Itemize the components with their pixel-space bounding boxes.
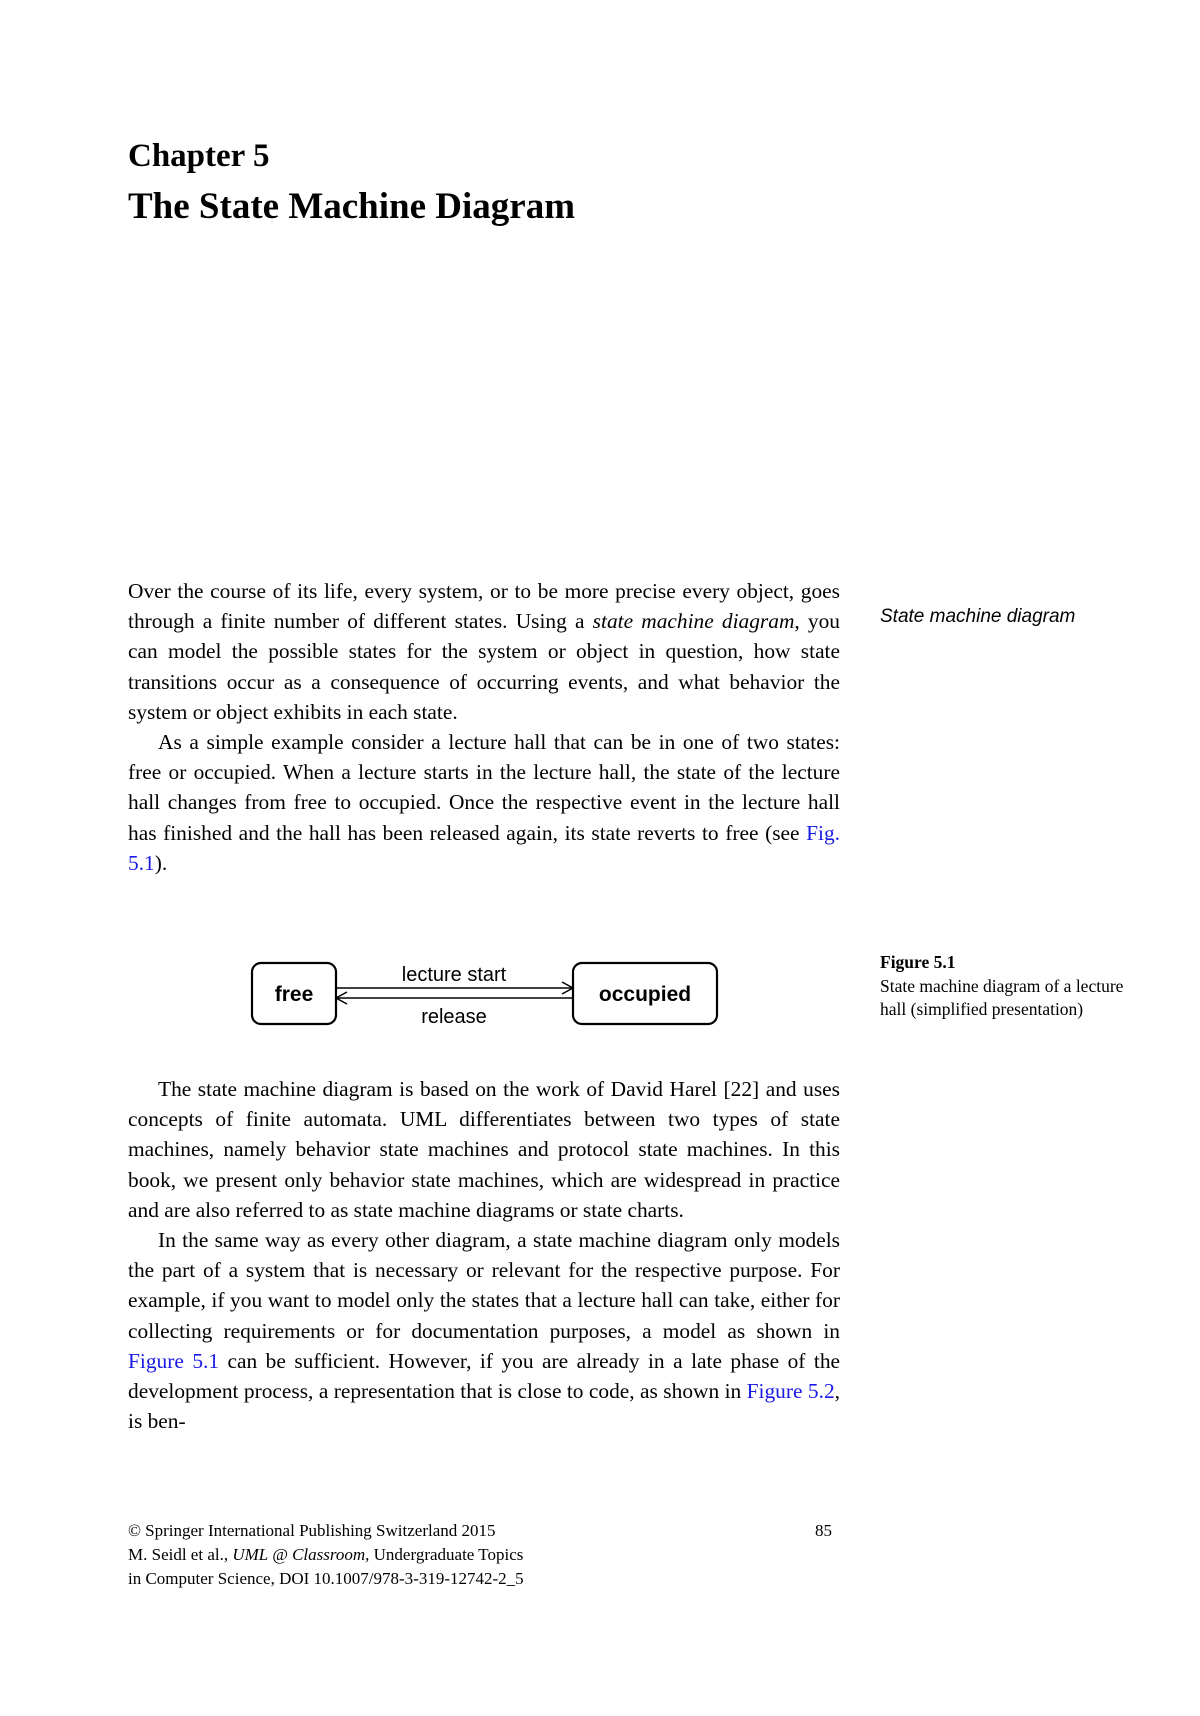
page-number: 85 bbox=[815, 1521, 832, 1540]
transition-forward-label: lecture start bbox=[401, 964, 507, 986]
body-text-continued bbox=[128, 1074, 840, 1436]
term-emphasis: state machine diagram bbox=[592, 609, 795, 634]
footer bbox=[128, 1519, 848, 1591]
figure-caption-text: State machine diagram of a lecture hall (simplified presentation) bbox=[880, 975, 1124, 1019]
paragraph: As a simple example consider a lecture hall that can be in one of two states: free or occupied. When a lecture starts in the lecture hall, the state of the lecture hall changes from free to occupied. Once the respective event in the lecture hall has finished and the hall has been released again, its state reverts to free (see Fig. 5.1). bbox=[128, 730, 840, 875]
figure-link[interactable]: Figure 5.1 bbox=[128, 1348, 220, 1373]
figure-number: Figure 5.1 bbox=[880, 952, 956, 972]
paragraph: Over the course of its life, every system, or to be more precise every object, goes through a finite number of different states. Using a state machine diagram, you can model the possible states for the system or object in question, how state transitions occur as a consequence of occurring events, and what behavior the system or object exhibits in each state. bbox=[128, 579, 841, 724]
state-machine-diagram bbox=[240, 946, 730, 1026]
chapter-label: Chapter 5 bbox=[128, 138, 270, 174]
margin-note: State machine diagram bbox=[880, 606, 1076, 627]
figure-link[interactable]: Fig. 5.1 bbox=[128, 820, 840, 875]
state-free-label: free bbox=[274, 983, 314, 1006]
doi-line: in Computer Science, DOI 10.1007/978-3-319-12742-2_5 bbox=[128, 1569, 524, 1588]
body-text-intro bbox=[128, 576, 840, 878]
chapter-title: The State Machine Diagram bbox=[128, 186, 576, 227]
state-machine-figure bbox=[240, 946, 730, 1026]
figure-caption bbox=[880, 951, 1130, 1022]
state-occupied-label: occupied bbox=[598, 983, 692, 1006]
figure-link[interactable]: Figure 5.2 bbox=[746, 1379, 835, 1404]
paragraph: The state machine diagram is based on the work of David Harel [22] and uses concepts of finite automata. UML differentiates between two types of state machines, namely behavior state machines and protocol state machines. In this book, we present only behavior state machines, which are widespread in practice and are also referred to as state machine diagrams or state charts. bbox=[128, 1077, 840, 1222]
citation-line: M. Seidl et al., UML @ Classroom, Undergraduate Topics bbox=[128, 1545, 524, 1564]
transition-back-label: release bbox=[421, 1006, 487, 1026]
book-title: UML @ Classroom bbox=[232, 1545, 366, 1564]
paragraph: In the same way as every other diagram, a state machine diagram only models the part of a system that is necessary or relevant for the respective purpose. For example, if you want to model only the states that a lecture hall can take, either for collecting requirements or for documentation purposes, a model as shown in Figure 5.1 can be sufficient. However, if you are already in a late phase of the development process, a representation that is close to code, as shown in Figure 5.2, is ben- bbox=[128, 1228, 841, 1434]
copyright-line: © Springer International Publishing Switzerland 2015 bbox=[128, 1521, 496, 1540]
